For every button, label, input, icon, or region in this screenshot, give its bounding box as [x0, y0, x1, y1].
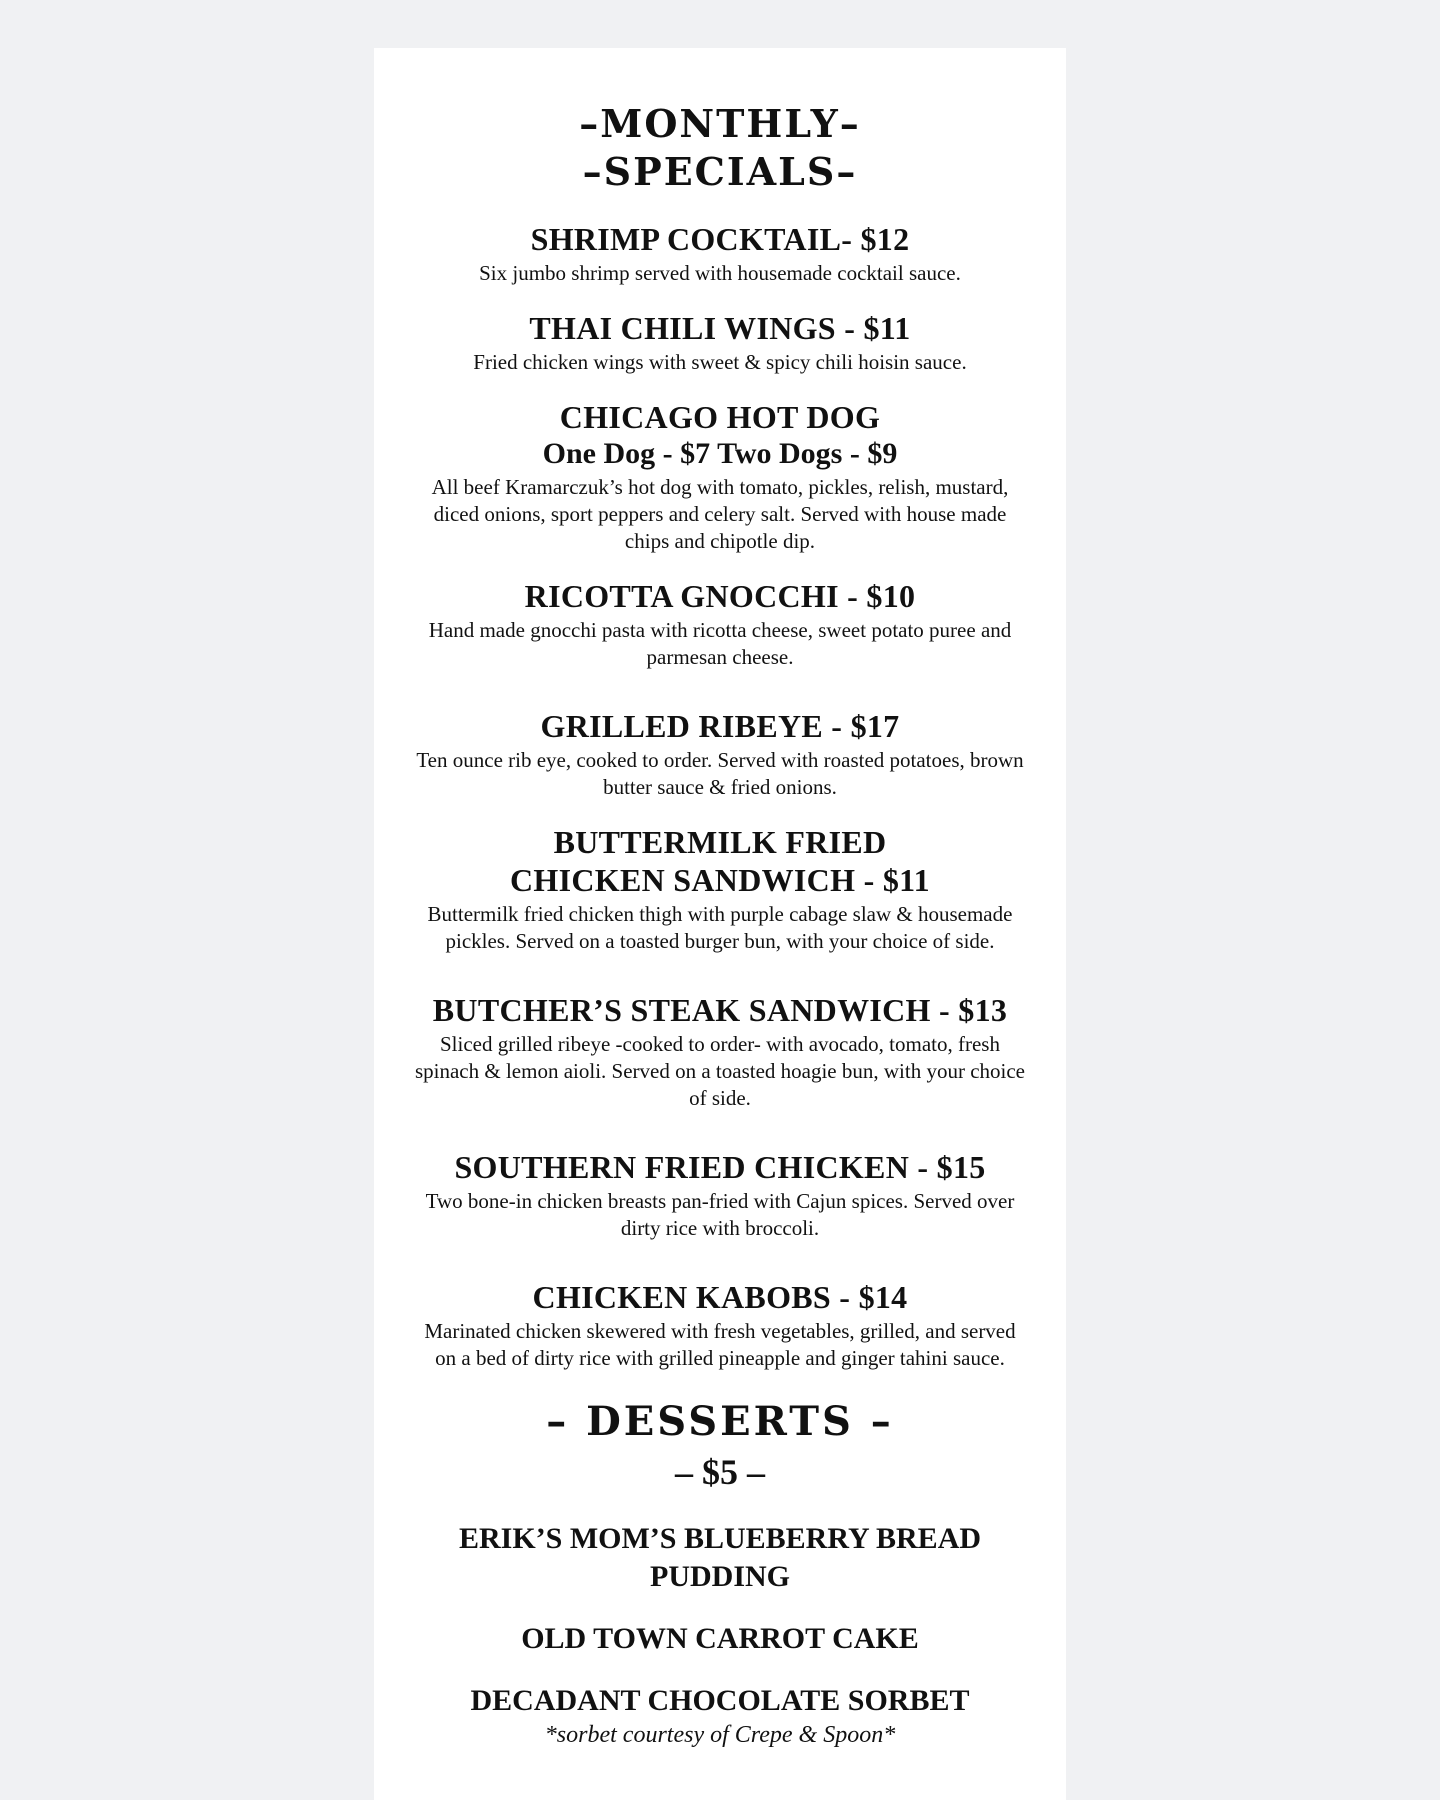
item-title: RICOTTA GNOCCHI - $10	[524, 578, 916, 614]
desserts-price: – $5 –	[675, 1452, 765, 1492]
dessert-title: DECADANT CHOCOLATE SORBET	[470, 1684, 970, 1717]
item-description: Six jumbo shrimp served with housemade cocktail sauce.	[479, 261, 961, 285]
menu-item-chicken-kabobs	[374, 1278, 1066, 1372]
header-line-monthly: –MONTHLY–	[579, 101, 861, 146]
dessert-item-carrot-cake	[374, 1620, 1066, 1658]
menu-item-chicago-hot-dog	[374, 398, 1066, 555]
dessert-item-bread-pudding	[374, 1520, 1066, 1596]
dessert-title: ERIK’S MOM’S BLUEBERRY BREAD PUDDING	[458, 1522, 982, 1593]
item-description: Two bone-in chicken breasts pan-fried with Cajun spices. Served over dirty rice with broccoli.	[425, 1189, 1015, 1240]
dessert-note: *sorbet courtesy of Crepe & Spoon*	[544, 1722, 896, 1748]
specials-header	[374, 100, 1066, 196]
menu-item-butchers-steak-sandwich	[374, 991, 1066, 1112]
item-description: Buttermilk fried chicken thigh with purple cabage slaw & housemade pickles. Served on a toasted burger bun, with your choice of side.	[427, 902, 1013, 953]
menu-item-grilled-ribeye	[374, 707, 1066, 801]
item-description: All beef Kramarczuk’s hot dog with tomato, pickles, relish, mustard, diced onions, sport peppers and celery salt. Served with house made chips and chipotle dip.	[431, 475, 1009, 553]
menu-item-buttermilk-chicken-sandwich	[374, 823, 1066, 955]
desserts-section	[374, 1398, 1066, 1750]
menu-item-southern-fried-chicken	[374, 1148, 1066, 1242]
item-title: SHRIMP COCKTAIL- $12	[530, 221, 910, 257]
item-price-options: One Dog - $7 Two Dogs - $9	[542, 437, 898, 470]
item-title: THAI CHILI WINGS - $11	[529, 310, 911, 346]
item-description: Marinated chicken skewered with fresh vegetables, grilled, and served on a bed of dirty rice with grilled pineapple and ginger tahini sauce.	[424, 1319, 1016, 1370]
menu-item-shrimp-cocktail	[374, 220, 1066, 287]
item-title: GRILLED RIBEYE - $17	[540, 708, 900, 744]
dessert-item-chocolate-sorbet	[374, 1682, 1066, 1750]
item-title: BUTTERMILK FRIED	[553, 824, 887, 860]
item-title-line-2: CHICKEN SANDWICH - $11	[510, 862, 930, 898]
specials-list	[374, 220, 1066, 1372]
item-description: Ten ounce rib eye, cooked to order. Served with roasted potatoes, brown butter sauce & fried onions.	[416, 748, 1024, 799]
desserts-heading: – DESSERTS –	[546, 1398, 894, 1445]
menu-item-ricotta-gnocchi	[374, 577, 1066, 671]
item-description: Fried chicken wings with sweet & spicy chili hoisin sauce.	[473, 350, 967, 374]
item-description: Sliced grilled ribeye -cooked to order- with avocado, tomato, fresh spinach & lemon aioli. Served on a toasted hoagie bun, with your choice of side.	[414, 1032, 1025, 1110]
menu-sheet	[374, 48, 1066, 1800]
item-title: CHICKEN KABOBS - $14	[532, 1279, 908, 1315]
menu-item-thai-chili-wings	[374, 309, 1066, 376]
item-description: Hand made gnocchi pasta with ricotta cheese, sweet potato puree and parmesan cheese.	[428, 618, 1012, 669]
dessert-title: OLD TOWN CARROT CAKE	[521, 1622, 919, 1655]
item-title: SOUTHERN FRIED CHICKEN - $15	[454, 1149, 986, 1185]
item-title: CHICAGO HOT DOG	[559, 399, 881, 435]
item-title: BUTCHER’S STEAK SANDWICH - $13	[432, 992, 1008, 1028]
header-line-specials: –SPECIALS–	[582, 149, 858, 194]
